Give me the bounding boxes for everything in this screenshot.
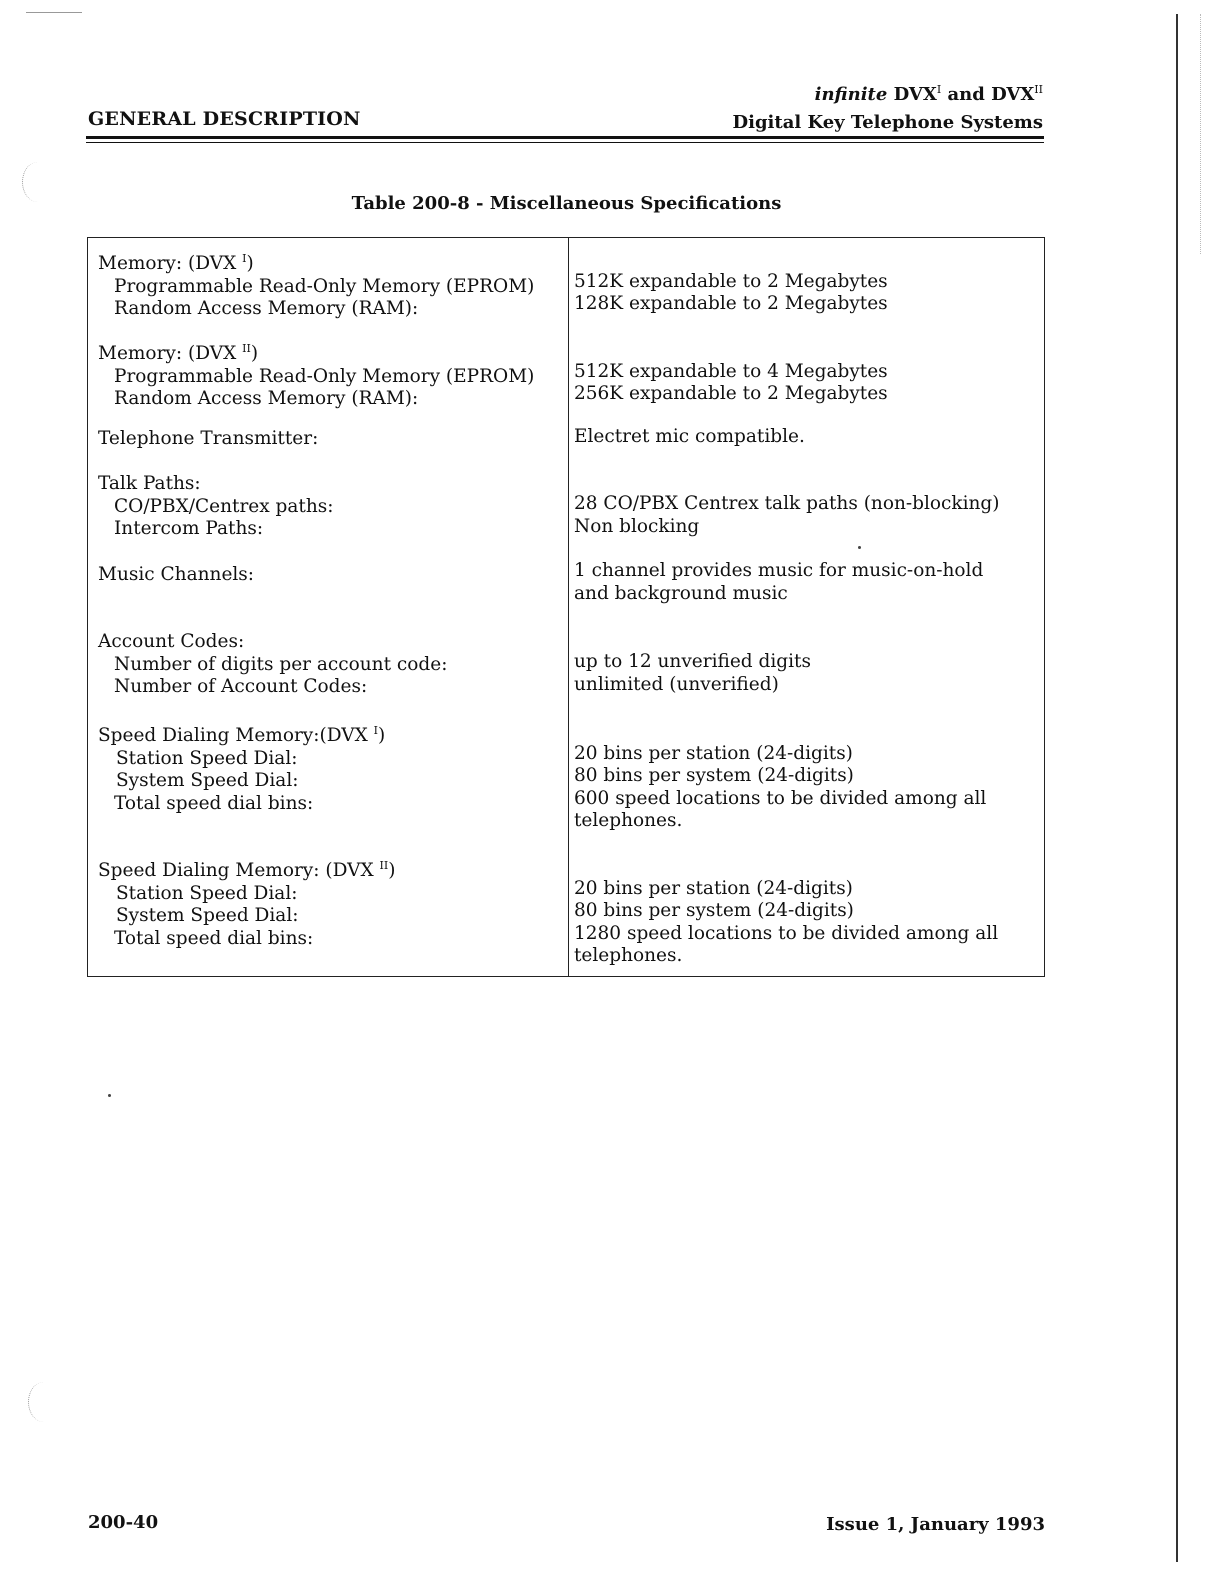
punch-hole-mark	[28, 1382, 59, 1422]
spec-value: 1280 speed locations to be divided among all	[574, 922, 999, 944]
spec-item: System Speed Dial:	[116, 770, 299, 792]
page-edge-rule	[1176, 14, 1178, 1562]
product-italic: infinite	[814, 84, 888, 105]
spec-heading-close: )	[388, 860, 396, 882]
spec-value-cell	[574, 743, 1024, 833]
spec-heading-sup: I	[242, 252, 247, 265]
spec-heading: Telephone Transmitter:	[98, 428, 319, 449]
spec-value: 1 channel provides music for music-on-hold	[574, 560, 984, 581]
spec-value: 20 bins per station (24-digits)	[574, 877, 853, 899]
spec-value: up to 12 unverified digits	[574, 651, 811, 672]
spec-value-cell	[574, 878, 1024, 968]
header-rule	[86, 136, 1044, 139]
product-sup-two: II	[1034, 83, 1043, 96]
spec-item: Random Access Memory (RAM):	[114, 298, 419, 320]
spec-heading-close: )	[246, 253, 254, 275]
spec-heading	[98, 248, 558, 276]
issue-date: Issue 1, January 1993	[826, 1514, 1045, 1535]
spec-value: 80 bins per system (24-digits)	[574, 900, 854, 921]
spec-value: unlimited (unverified)	[574, 673, 779, 695]
product-line-1	[733, 76, 1043, 109]
spec-heading: Talk Paths:	[98, 473, 201, 494]
spec-value: 80 bins per system (24-digits)	[574, 765, 854, 786]
spec-heading-sup: I	[373, 724, 378, 737]
table-title: Table 200-8 - Miscellaneous Specifications	[351, 193, 782, 214]
product-title	[733, 76, 1043, 137]
scan-speck	[108, 1094, 111, 1097]
spec-heading-sup: II	[242, 342, 251, 355]
product-and: and DVX	[947, 84, 1035, 105]
spec-heading: Music Channels:	[98, 564, 255, 585]
spec-item: Random Access Memory (RAM):	[114, 388, 419, 410]
spec-label-cell	[98, 855, 558, 950]
spec-value-cell	[574, 560, 1024, 605]
spec-item: Number of Account Codes:	[114, 676, 368, 697]
spec-table	[87, 237, 1045, 977]
spec-value-cell	[574, 493, 1024, 538]
spec-label-cell	[98, 631, 558, 699]
spec-heading-text: Speed Dialing Memory:(DVX	[98, 725, 368, 747]
spec-item: Total speed dial bins:	[114, 792, 314, 814]
spec-heading-close: )	[378, 725, 386, 747]
spec-value: 600 speed locations to be divided among all	[574, 787, 987, 809]
spec-item: Intercom Paths:	[114, 518, 264, 539]
spec-value-cell	[574, 426, 1024, 449]
spec-heading-close: )	[250, 343, 259, 365]
spec-value: 256K expandable to 2 Megabytes	[574, 383, 888, 404]
spec-label-cell	[98, 428, 558, 451]
spec-item: Programmable Read-Only Memory (EPROM)	[114, 275, 535, 297]
spec-item: Total speed dial bins:	[114, 927, 314, 949]
header-rule-thin	[86, 142, 1044, 143]
spec-heading	[98, 720, 558, 748]
spec-item: CO/PBX/Centrex paths:	[114, 495, 334, 517]
column-divider	[568, 238, 569, 976]
product-sup-one: I	[936, 83, 942, 96]
spec-value-cell	[574, 651, 1024, 696]
scan-artifact-line	[26, 12, 82, 13]
spec-value: 128K expandable to 2 Megabytes	[574, 293, 888, 314]
spec-value-cell	[574, 271, 1024, 316]
spec-value-cell	[574, 361, 1024, 406]
spec-heading-text: Memory: (DVX	[98, 253, 237, 275]
spec-label-cell	[98, 473, 558, 541]
spec-heading	[98, 855, 558, 883]
spec-label-cell	[98, 248, 558, 321]
spec-item: Programmable Read-Only Memory (EPROM)	[114, 365, 535, 387]
spec-heading-sup: II	[379, 859, 389, 872]
spec-item: System Speed Dial:	[116, 905, 299, 927]
spec-item: Station Speed Dial:	[116, 747, 298, 769]
spec-heading: Account Codes:	[98, 631, 245, 652]
product-line-2: Digital Key Telephone Systems	[732, 112, 1043, 133]
spec-label-cell	[98, 720, 558, 815]
page-number: 200-40	[88, 1512, 159, 1533]
spec-value: Electret mic compatible.	[574, 426, 805, 447]
spec-heading-text: Speed Dialing Memory: (DVX	[98, 860, 374, 882]
spec-value: telephones.	[574, 945, 683, 966]
spec-value: 20 bins per station (24-digits)	[574, 742, 853, 764]
spec-item: Station Speed Dial:	[116, 882, 298, 904]
spec-label-cell	[98, 564, 558, 587]
spec-item: Number of digits per account code:	[114, 653, 448, 675]
spec-heading	[98, 338, 558, 366]
section-title: GENERAL DESCRIPTION	[88, 108, 361, 130]
spec-value: 512K expandable to 2 Megabytes	[574, 270, 888, 292]
spec-value: telephones.	[574, 810, 683, 831]
spec-value: 28 CO/PBX Centrex talk paths (non-blocking)	[574, 493, 1000, 514]
spec-heading-text: Memory: (DVX	[98, 343, 237, 365]
spec-value: Non blocking	[574, 515, 700, 537]
spec-value: and background music	[574, 582, 788, 604]
spec-label-cell	[98, 338, 558, 411]
spec-value: 512K expandable to 4 Megabytes	[574, 360, 888, 382]
scan-artifact-edge	[1200, 14, 1201, 254]
product-dvx1: DVX	[893, 84, 937, 105]
